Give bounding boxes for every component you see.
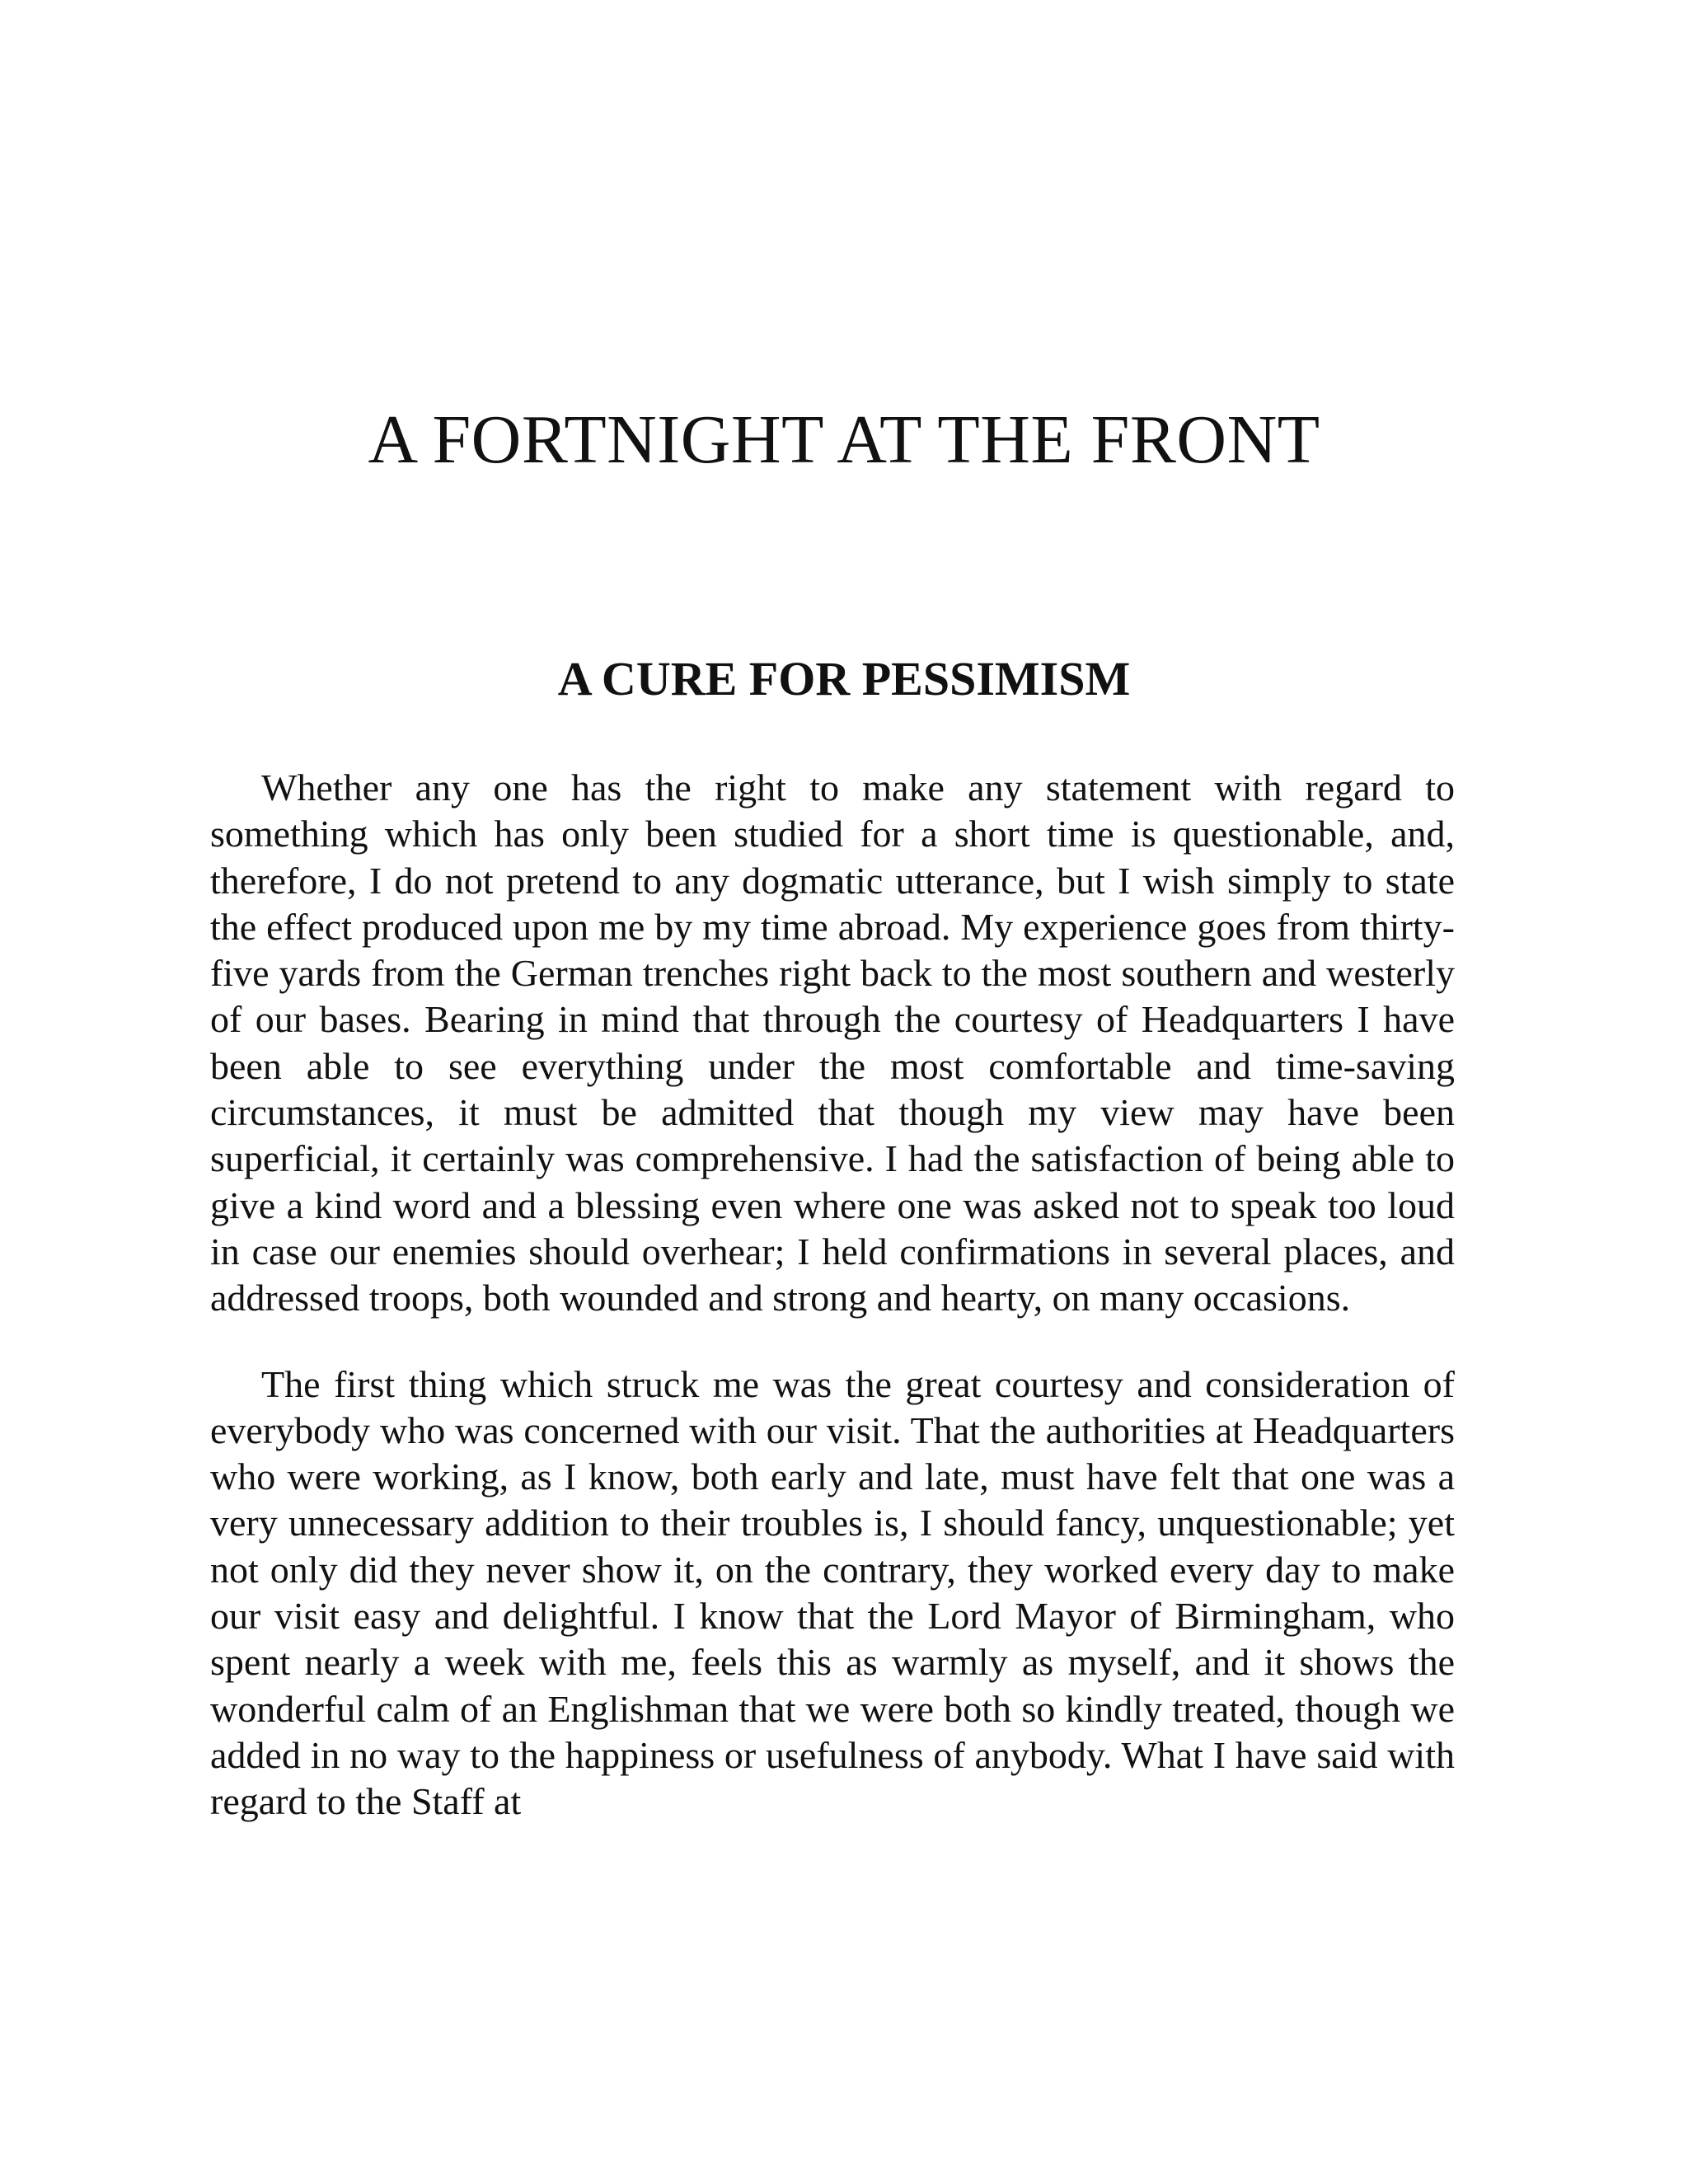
chapter-title: A CURE FOR PESSIMISM <box>557 652 1131 705</box>
paragraph: Whether any one has the right to make any statement with regard to something which has only been studied for a short time is questionable, and, therefore, I do not pretend to any dogmatic utterance, but I wish simply to state the effect produced upon me by my time abroad. My experience goes from thirty-five yards from the German trenches right back to the most southern and westerly of our bases. Bearing in mind that through the courtesy of Headquarters I have been able to see everything under the most comfortable and time-saving circumstances, it must be admitted that though my view may have been superficial, it certainly was comprehensive. I had the satisfaction of being able to give a kind word and a blessing even where one was asked not to speak too loud in case our enemies should overhear; I held confirmations in several places, and addressed troops, both wounded and strong and hearty, on many occasions. <box>210 766 1455 1319</box>
book-title: A FORTNIGHT AT THE FRONT <box>368 401 1320 478</box>
paragraph: The first thing which struck me was the great courtesy and consideration of everybody who was concerned with our visit. That the authorities at Headquarters who were working, as I know, both early and late, must have felt that one was a very unnecessary addition to their troubles is, I should fancy, unquestionable; yet not only did they never show it, on the contrary, they worked every day to make our visit easy and delightful. I know that the Lord Mayor of Birmingham, who spent nearly a week with me, feels this as warmly as myself, and it shows the wonderful calm of an Englishman that we were both so kindly treated, though we added in no way to the happiness or usefulness of anybody. What I have said with regard to the Staff at <box>210 1362 1455 1823</box>
body-text <box>210 765 1455 1865</box>
